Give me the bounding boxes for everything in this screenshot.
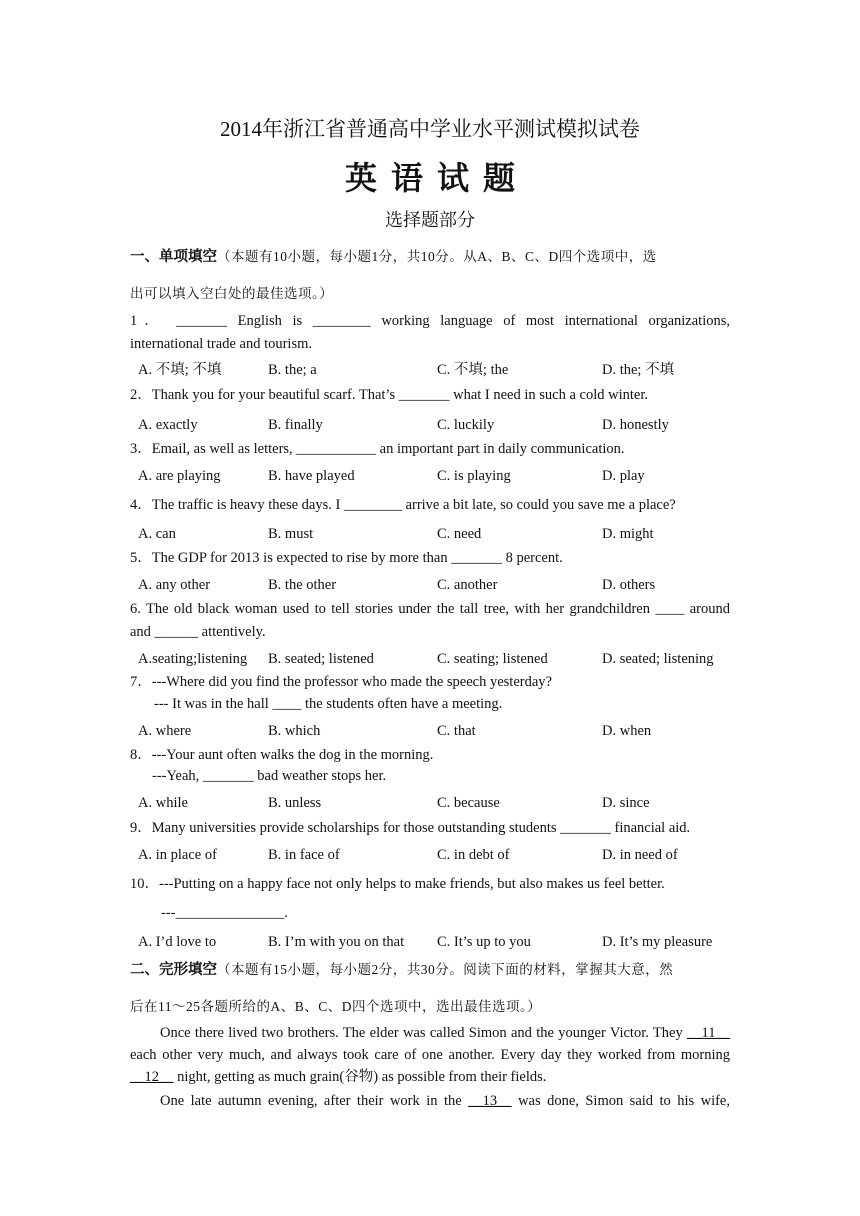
- part-title: 选择题部分: [385, 210, 475, 230]
- question-3-stem: 3．Email, as well as letters, ___________ an important part in daily communication.: [130, 441, 625, 457]
- question-5-option-c[interactable]: C. another: [437, 577, 498, 593]
- cloze-blank-11[interactable]: __11__: [687, 1025, 730, 1041]
- question-1-option-d[interactable]: D. the; 不填: [602, 362, 675, 378]
- question-7-option-a[interactable]: A. where: [138, 723, 192, 739]
- question-5-option-d[interactable]: D. others: [602, 577, 656, 593]
- question-5-option-b[interactable]: B. the other: [268, 577, 337, 593]
- cloze-blank-12[interactable]: __12__: [130, 1069, 174, 1085]
- section2-heading: 二、完形填空: [130, 962, 217, 978]
- question-4-option-a[interactable]: A. can: [138, 526, 176, 542]
- exam-title: 2014年浙江省普通高中学业水平测试模拟试卷: [220, 117, 640, 141]
- question-1-stem-line2: international trade and tourism.: [130, 336, 313, 352]
- cloze-text: was done, Simon said to his wife,: [511, 1093, 730, 1109]
- question-2-option-b[interactable]: B. finally: [268, 417, 323, 433]
- question-6-option-c[interactable]: C. seating; listened: [437, 651, 548, 667]
- question-10-stem-line2: ---_______________.: [161, 905, 288, 921]
- question-6-stem-line1: 6. The old black woman used to tell stories under the tall tree, with her grandchildren ____ around: [130, 601, 730, 617]
- cloze-text: night, getting as much grain(谷物) as possible from their fields.: [173, 1069, 547, 1085]
- question-5-stem: 5．The GDP for 2013 is expected to rise by more than _______ 8 percent.: [130, 550, 563, 566]
- question-9-option-a[interactable]: A. in place of: [138, 847, 217, 863]
- question-1-option-b[interactable]: B. the; a: [268, 362, 317, 378]
- section1-note: （本题有10小题，每小题1分，共10分。从A、B、C、D四个选项中，选: [217, 249, 657, 264]
- question-2-stem: 2．Thank you for your beautiful scarf. That’s _______ what I need in such a cold winter.: [130, 387, 648, 403]
- question-3-option-a[interactable]: A. are playing: [138, 468, 221, 484]
- question-9-option-d[interactable]: D. in need of: [602, 847, 678, 863]
- question-8-option-b[interactable]: B. unless: [268, 795, 322, 811]
- question-3-option-b[interactable]: B. have played: [268, 468, 355, 484]
- cloze-paragraph-2: [130, 1090, 730, 1112]
- section2-note-line2: 后在11～25各题所给的A、B、C、D四个选项中，选出最佳选项。）: [130, 999, 542, 1014]
- question-1-option-a[interactable]: A. 不填; 不填: [138, 362, 222, 378]
- question-9-stem: 9．Many universities provide scholarships for those outstanding students _______ financial aid.: [130, 820, 691, 836]
- question-4-option-c[interactable]: C. need: [437, 526, 482, 542]
- question-4-option-d[interactable]: D. might: [602, 526, 654, 542]
- question-10-option-b[interactable]: B. I’m with you on that: [268, 934, 405, 950]
- question-10-option-a[interactable]: A. I’d love to: [138, 934, 217, 950]
- question-7-option-c[interactable]: C. that: [437, 723, 476, 739]
- question-8-option-d[interactable]: D. since: [602, 795, 650, 811]
- question-4-option-b[interactable]: B. must: [268, 526, 314, 542]
- question-3-option-d[interactable]: D. play: [602, 468, 645, 484]
- section2-heading-line: [130, 961, 673, 979]
- question-4-stem: 4．The traffic is heavy these days. I ________ arrive a bit late, so could you save me a place?: [130, 497, 676, 513]
- question-2-option-c[interactable]: C. luckily: [437, 417, 495, 433]
- cloze-blank-13[interactable]: __13__: [468, 1093, 512, 1109]
- subject-title: 英语试题: [344, 160, 529, 196]
- cloze-paragraph-1: [130, 1022, 730, 1088]
- cloze-text: each other very much, and always took care of one another. Every day they worked from morning: [130, 1047, 730, 1063]
- question-8-option-a[interactable]: A. while: [138, 795, 188, 811]
- question-6-option-d[interactable]: D. seated; listening: [602, 651, 714, 667]
- cloze-text: Once there lived two brothers. The elder was called Simon and the younger Victor. They: [160, 1025, 688, 1041]
- question-1-stem-line1: 1． _______ English is ________ working language of most international organizations,: [130, 313, 730, 329]
- question-2-option-d[interactable]: D. honestly: [602, 417, 669, 433]
- question-5-option-a[interactable]: A. any other: [138, 577, 211, 593]
- question-7-stem-line2: --- It was in the hall ____ the students often have a meeting.: [154, 696, 503, 712]
- question-8-stem-line2: ---Yeah, _______ bad weather stops her.: [152, 768, 387, 784]
- question-1-option-c[interactable]: C. 不填; the: [437, 362, 509, 378]
- question-3-option-c[interactable]: C. is playing: [437, 468, 511, 484]
- section2-note: （本题有15小题，每小题2分，共30分。阅读下面的材料，掌握其大意，然: [217, 962, 674, 977]
- question-6-option-a[interactable]: A.seating;listening: [138, 651, 248, 667]
- question-8-option-c[interactable]: C. because: [437, 795, 500, 811]
- question-8-stem-line1: 8．---Your aunt often walks the dog in the morning.: [130, 747, 434, 763]
- question-6-option-b[interactable]: B. seated; listened: [268, 651, 374, 667]
- question-10-option-c[interactable]: C. It’s up to you: [437, 934, 531, 950]
- question-10-option-d[interactable]: D. It’s my pleasure: [602, 934, 713, 950]
- question-2-option-a[interactable]: A. exactly: [138, 417, 198, 433]
- section1-heading-line: [130, 248, 657, 266]
- question-7-option-b[interactable]: B. which: [268, 723, 321, 739]
- question-9-option-c[interactable]: C. in debt of: [437, 847, 510, 863]
- question-10-stem-line1: 10．---Putting on a happy face not only helps to make friends, but also makes us feel better.: [130, 876, 665, 892]
- question-7-stem-line1: 7．---Where did you find the professor who made the speech yesterday?: [130, 674, 552, 690]
- section1-note-line2: 出可以填入空白处的最佳选项。）: [130, 286, 334, 301]
- question-6-stem-line2: and ______ attentively.: [130, 624, 266, 640]
- question-7-option-d[interactable]: D. when: [602, 723, 652, 739]
- section1-heading: 一、单项填空: [130, 249, 217, 265]
- cloze-text: One late autumn evening, after their work in the: [160, 1093, 469, 1109]
- question-9-option-b[interactable]: B. in face of: [268, 847, 340, 863]
